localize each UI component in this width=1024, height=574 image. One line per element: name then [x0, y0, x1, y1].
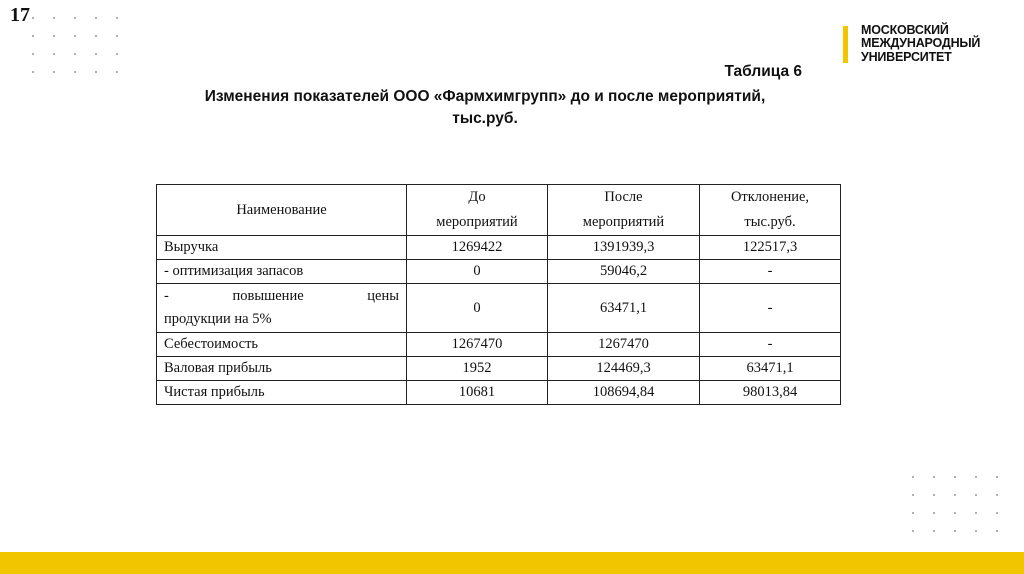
table-row — [157, 333, 841, 357]
decorative-dot — [954, 512, 956, 514]
table-label: Таблица 6 — [724, 63, 802, 80]
decorative-dot — [975, 494, 977, 496]
decorative-dot — [116, 17, 118, 19]
decorative-dot — [32, 71, 34, 73]
cell-after: 1267470 — [548, 333, 700, 357]
logo-text — [861, 24, 980, 64]
decorative-dot — [975, 530, 977, 532]
cell-deviation: 63471,1 — [700, 357, 841, 381]
cell-after: 108694,84 — [548, 381, 700, 405]
table-header-row — [157, 185, 841, 236]
decorative-dot — [32, 35, 34, 37]
cell-before: 1952 — [407, 357, 548, 381]
decorative-dot — [996, 476, 998, 478]
decorative-dot — [954, 494, 956, 496]
cell-name — [157, 284, 407, 333]
table-row — [157, 381, 841, 405]
cell-after: 59046,2 — [548, 260, 700, 284]
university-logo — [843, 24, 1013, 64]
decorative-dot — [116, 53, 118, 55]
decorative-dot — [74, 71, 76, 73]
header-name — [157, 185, 407, 236]
cell-before: 1267470 — [407, 333, 548, 357]
decorative-dot — [912, 512, 914, 514]
decorative-dot — [95, 17, 97, 19]
decorative-dot — [912, 476, 914, 478]
cell-name-word: повышение — [232, 288, 304, 304]
cell-after: 63471,1 — [548, 284, 700, 333]
cell-name-line: продукции на 5% — [164, 311, 272, 327]
decorative-dot — [116, 35, 118, 37]
decorative-dot — [933, 476, 935, 478]
cell-after: 124469,3 — [548, 357, 700, 381]
cell-name: Себестоимость — [157, 333, 407, 357]
decorative-dot — [954, 530, 956, 532]
cell-before: 0 — [407, 284, 548, 333]
cell-name-line — [164, 285, 399, 308]
decorative-dot — [53, 53, 55, 55]
cell-name: Выручка — [157, 236, 407, 260]
cell-deviation: - — [700, 260, 841, 284]
cell-name-word: - — [164, 288, 169, 304]
header-after — [548, 185, 700, 236]
decorative-dot-grid — [912, 476, 1012, 536]
cell-deviation: - — [700, 333, 841, 357]
decorative-dot — [954, 476, 956, 478]
cell-name: - оптимизация запасов — [157, 260, 407, 284]
table-row — [157, 284, 841, 333]
caption-line: тыс.руб. — [452, 110, 518, 127]
decorative-dot — [933, 530, 935, 532]
header-text: тыс.руб. — [744, 214, 796, 230]
cell-before: 1269422 — [407, 236, 548, 260]
cell-name: Чистая прибыль — [157, 381, 407, 405]
decorative-dot — [53, 35, 55, 37]
header-text: Отклонение, — [730, 189, 810, 205]
cell-before: 0 — [407, 260, 548, 284]
decorative-dot — [116, 71, 118, 73]
decorative-dot — [95, 35, 97, 37]
header-text: мероприятий — [436, 214, 518, 230]
decorative-dot — [74, 53, 76, 55]
header-text: До — [468, 189, 486, 205]
header-deviation — [700, 185, 841, 236]
cell-after: 1391939,3 — [548, 236, 700, 260]
header-text: После — [604, 189, 643, 205]
decorative-dot — [975, 512, 977, 514]
decorative-dot — [32, 17, 34, 19]
header-text: мероприятий — [582, 214, 665, 230]
data-table — [156, 184, 841, 405]
logo-line: УНИВЕРСИТЕТ — [861, 49, 952, 64]
decorative-dot — [912, 530, 914, 532]
logo-line: МОСКОВСКИЙ — [861, 23, 949, 37]
decorative-dot — [53, 71, 55, 73]
cell-name: Валовая прибыль — [157, 357, 407, 381]
decorative-dot-grid — [32, 17, 132, 77]
decorative-dot — [53, 17, 55, 19]
table-caption — [130, 86, 840, 130]
header-text: Наименование — [236, 201, 327, 218]
slide-number: 17 — [10, 4, 30, 26]
decorative-dot — [912, 494, 914, 496]
logo-line: МЕЖДУНАРОДНЫЙ — [861, 36, 981, 51]
decorative-dot — [996, 530, 998, 532]
decorative-dot — [933, 494, 935, 496]
decorative-dot — [74, 35, 76, 37]
decorative-dot — [933, 512, 935, 514]
decorative-dot — [996, 494, 998, 496]
decorative-dot — [996, 512, 998, 514]
table-row — [157, 236, 841, 260]
cell-deviation: - — [700, 284, 841, 333]
table-row — [157, 260, 841, 284]
caption-line: Изменения показателей ООО «Фармхимгрупп» до и после мероприятий, — [204, 88, 766, 105]
cell-deviation: 122517,3 — [700, 236, 841, 260]
logo-accent-bar — [843, 26, 848, 63]
cell-name-word: цены — [367, 288, 399, 304]
decorative-dot — [95, 71, 97, 73]
cell-deviation: 98013,84 — [700, 381, 841, 405]
cell-before: 10681 — [407, 381, 548, 405]
bottom-accent-bar — [0, 552, 1024, 574]
table-row — [157, 357, 841, 381]
decorative-dot — [975, 476, 977, 478]
decorative-dot — [74, 17, 76, 19]
header-before — [407, 185, 548, 236]
decorative-dot — [32, 53, 34, 55]
decorative-dot — [95, 53, 97, 55]
